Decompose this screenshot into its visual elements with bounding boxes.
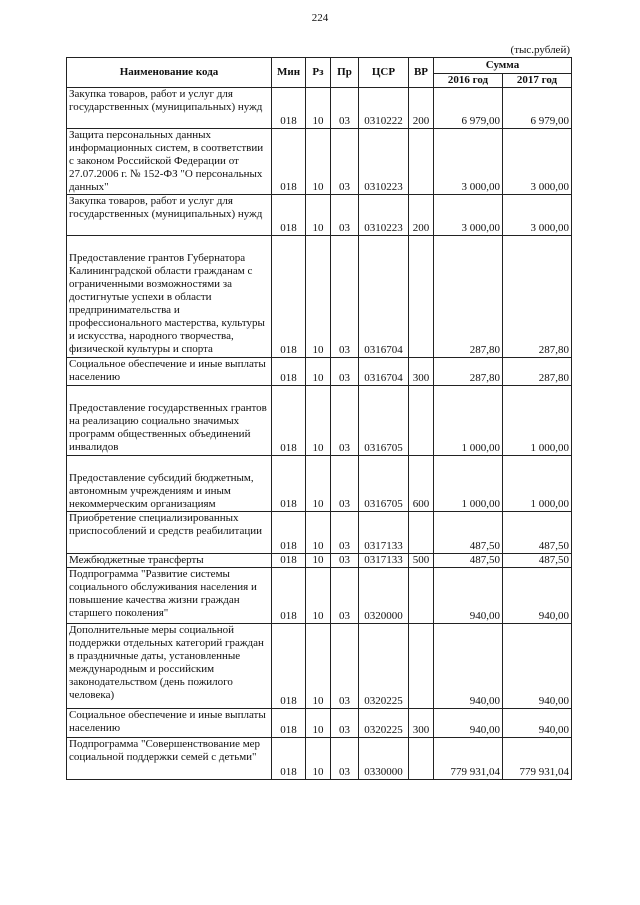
row-csr: 0317133 [359,512,409,554]
row-min: 018 [272,512,306,554]
header-rz: Рз [306,58,331,88]
row-name: Предоставление субсидий бюджетным, автономным учреждениям и иным некоммерческим организациям [67,456,272,512]
row-sum-y2017: 487,50 [503,512,572,554]
row-sum-y2016: 3 000,00 [434,129,503,195]
row-min: 018 [272,236,306,358]
row-name: Закупка товаров, работ и услуг для государственных (муниципальных) нужд [67,88,272,129]
row-min: 018 [272,386,306,456]
row-rz: 10 [306,512,331,554]
header-min: Мин [272,58,306,88]
row-name: Дополнительные меры социальной поддержки отдельных категорий граждан в праздничные даты, установленные международным и российским законодательством (день пожилого человека) [67,624,272,709]
row-name: Подпрограмма "Совершенствование мер социальной поддержки семей с детьми" [67,738,272,780]
row-pr: 03 [331,624,359,709]
row-sum-y2016: 287,80 [434,358,503,386]
row-csr: 0317133 [359,554,409,568]
row-csr: 0316704 [359,236,409,358]
row-vr: 300 [409,709,434,738]
row-pr: 03 [331,88,359,129]
table-row [67,88,572,129]
table-header [67,58,572,88]
header-2017: 2017 год [503,74,572,88]
row-vr [409,568,434,624]
row-pr: 03 [331,456,359,512]
row-vr [409,624,434,709]
row-name: Подпрограмма "Развитие системы социального обслуживания населения и повышение качества жизни граждан старшего поколения" [67,568,272,624]
table-row [67,456,572,512]
row-vr [409,386,434,456]
row-rz: 10 [306,709,331,738]
row-vr: 200 [409,88,434,129]
row-rz: 10 [306,554,331,568]
table-row [67,709,572,738]
row-csr: 0320225 [359,624,409,709]
row-csr: 0310222 [359,88,409,129]
row-rz: 10 [306,568,331,624]
row-sum-y2017: 940,00 [503,568,572,624]
row-csr: 0330000 [359,738,409,780]
row-name: Социальное обеспечение и иные выплаты населению [67,358,272,386]
row-sum-y2016: 1 000,00 [434,386,503,456]
row-pr: 03 [331,512,359,554]
row-sum-y2016: 940,00 [434,624,503,709]
row-min: 018 [272,129,306,195]
row-csr: 0310223 [359,195,409,236]
row-sum-y2016: 487,50 [434,554,503,568]
page-number: 224 [311,12,329,24]
row-name: Межбюджетные трансферты [67,554,272,568]
row-csr: 0316705 [359,386,409,456]
row-min: 018 [272,624,306,709]
row-sum-y2016: 1 000,00 [434,456,503,512]
row-sum-y2017: 287,80 [503,236,572,358]
header-sum: Сумма [434,58,572,74]
row-vr: 600 [409,456,434,512]
table-row [67,624,572,709]
row-rz: 10 [306,88,331,129]
row-csr: 0310223 [359,129,409,195]
row-vr [409,738,434,780]
row-csr: 0320225 [359,709,409,738]
row-sum-y2017: 1 000,00 [503,386,572,456]
header-pr: Пр [331,58,359,88]
row-sum-y2017: 287,80 [503,358,572,386]
table-row [67,129,572,195]
row-pr: 03 [331,195,359,236]
row-pr: 03 [331,358,359,386]
header-2016: 2016 год [434,74,503,88]
row-sum-y2016: 940,00 [434,568,503,624]
row-name: Предоставление государственных грантов на реализацию социально значимых программ общественных объединений инвалидов [67,386,272,456]
row-sum-y2017: 487,50 [503,554,572,568]
row-name: Предоставление грантов Губернатора Калининградской области гражданам с ограниченными возможностями за достигнутые успехи в области предпринимательства и профессионального мастерства, культуры и искусства, народного творчества, физической культуры и спорта [67,236,272,358]
row-sum-y2016: 779 931,04 [434,738,503,780]
header-csr: ЦСР [359,58,409,88]
header-vr: ВР [409,58,434,88]
row-sum-y2016: 487,50 [434,512,503,554]
row-pr: 03 [331,129,359,195]
row-pr: 03 [331,738,359,780]
row-vr [409,512,434,554]
row-min: 018 [272,709,306,738]
row-csr: 0320000 [359,568,409,624]
row-vr: 500 [409,554,434,568]
row-min: 018 [272,568,306,624]
row-sum-y2016: 940,00 [434,709,503,738]
row-name: Защита персональных данных информационных систем, в соответствии с законом Российской Федерации от 27.07.2006 г. № 152-ФЗ "О персональных данных" [67,129,272,195]
row-pr: 03 [331,236,359,358]
table-row [67,738,572,780]
units-label: (тыс.рублей) [510,44,570,56]
row-min: 018 [272,88,306,129]
row-rz: 10 [306,456,331,512]
row-rz: 10 [306,738,331,780]
row-vr [409,129,434,195]
row-vr [409,236,434,358]
row-name: Закупка товаров, работ и услуг для государственных (муниципальных) нужд [67,195,272,236]
table-row [67,568,572,624]
row-sum-y2017: 940,00 [503,709,572,738]
row-csr: 0316704 [359,358,409,386]
header-name: Наименование кода [67,58,272,88]
row-rz: 10 [306,129,331,195]
table-row [67,236,572,358]
row-pr: 03 [331,554,359,568]
row-csr: 0316705 [359,456,409,512]
row-pr: 03 [331,709,359,738]
row-name: Приобретение специализированных приспособлений и средств реабилитации [67,512,272,554]
row-sum-y2016: 3 000,00 [434,195,503,236]
row-vr: 300 [409,358,434,386]
row-min: 018 [272,456,306,512]
row-sum-y2017: 3 000,00 [503,129,572,195]
row-min: 018 [272,358,306,386]
table-row [67,554,572,568]
row-min: 018 [272,195,306,236]
row-min: 018 [272,554,306,568]
row-sum-y2016: 6 979,00 [434,88,503,129]
row-sum-y2017: 3 000,00 [503,195,572,236]
row-vr: 200 [409,195,434,236]
row-pr: 03 [331,568,359,624]
table-body [67,88,572,780]
row-rz: 10 [306,195,331,236]
row-rz: 10 [306,624,331,709]
row-pr: 03 [331,386,359,456]
row-min: 018 [272,738,306,780]
row-name: Социальное обеспечение и иные выплаты населению [67,709,272,738]
row-rz: 10 [306,236,331,358]
budget-table [66,57,572,780]
row-rz: 10 [306,358,331,386]
table-row [67,195,572,236]
row-sum-y2017: 779 931,04 [503,738,572,780]
row-sum-y2017: 6 979,00 [503,88,572,129]
table-row [67,512,572,554]
table-row [67,358,572,386]
row-sum-y2016: 287,80 [434,236,503,358]
row-sum-y2017: 1 000,00 [503,456,572,512]
table-row [67,386,572,456]
row-rz: 10 [306,386,331,456]
row-sum-y2017: 940,00 [503,624,572,709]
